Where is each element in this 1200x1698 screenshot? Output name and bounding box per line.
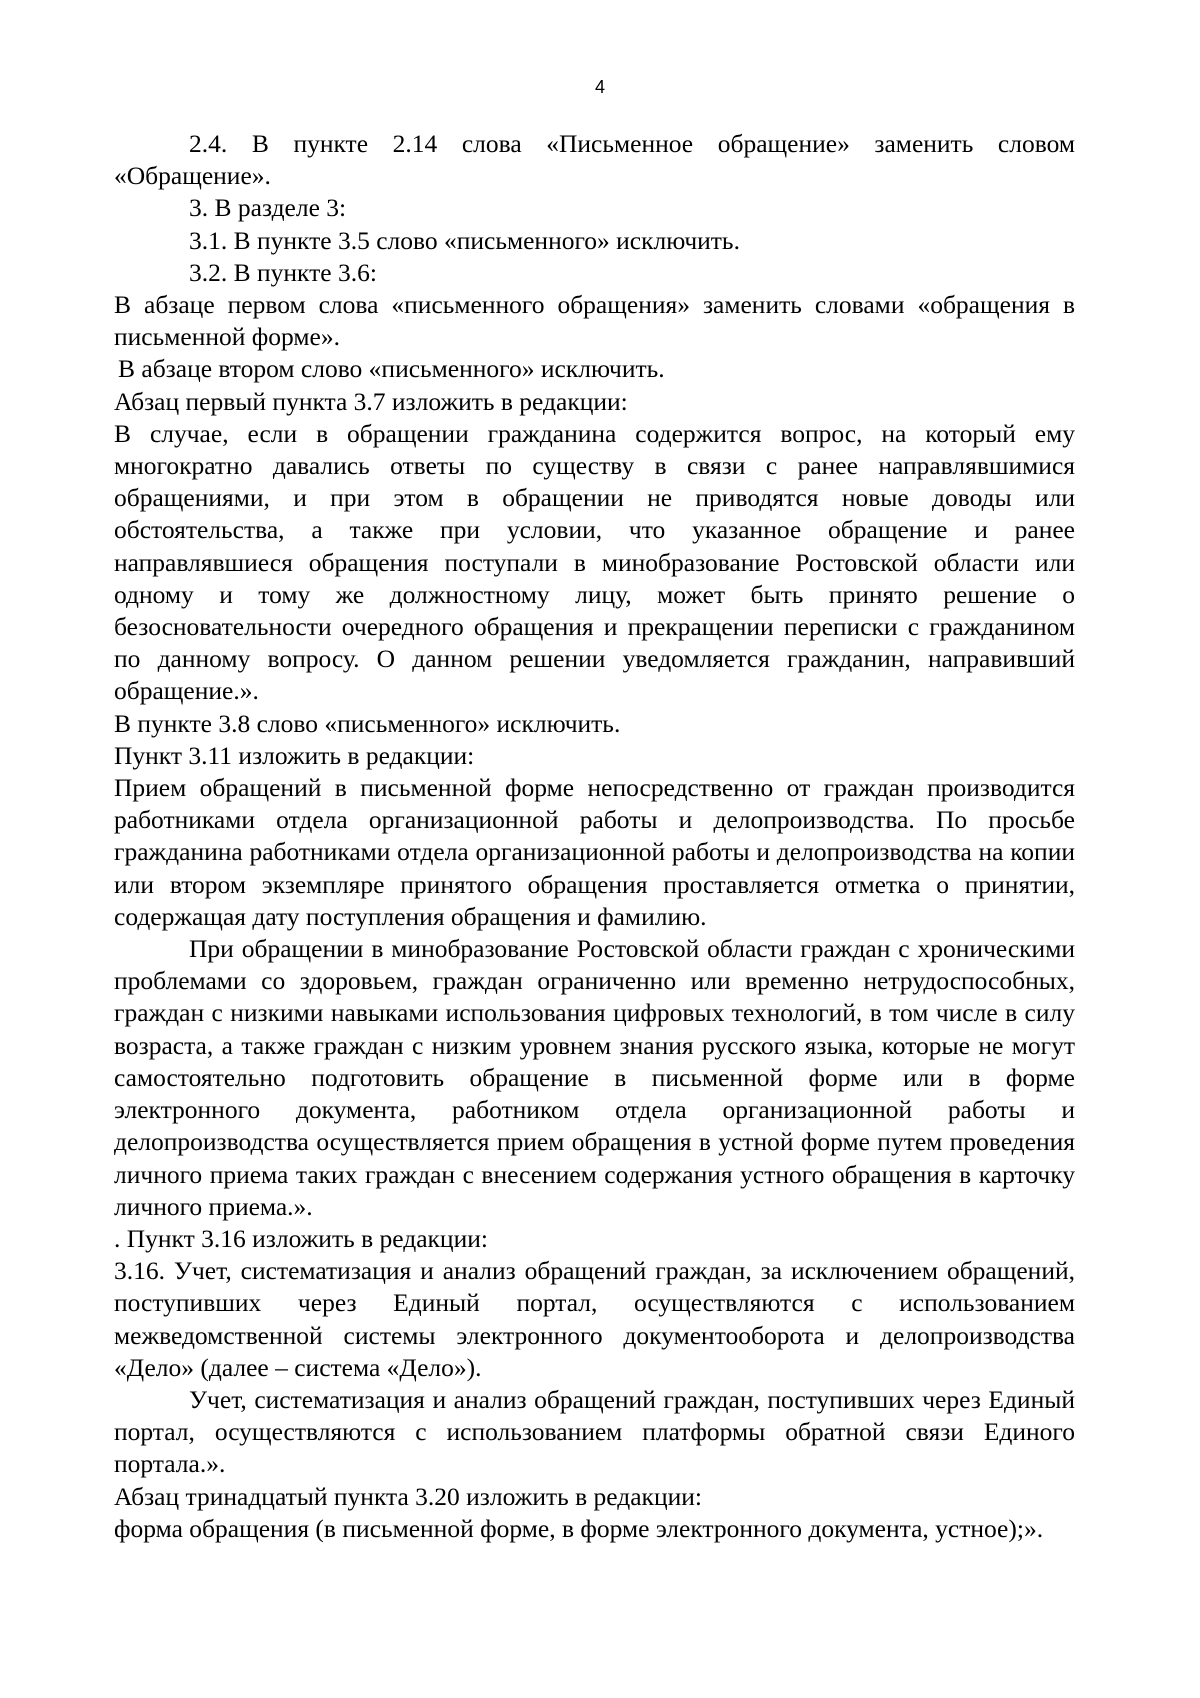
paragraph-3-8: В пункте 3.8 слово «письменного» исключить. xyxy=(114,708,621,738)
paragraph-3-7-heading: Абзац первый пункта 3.7 изложить в редакции: xyxy=(114,386,628,416)
paragraph-3-16-second: Учет, систематизация и анализ обращений граждан, поступивших через Единый портал, осуществляются с использованием платформы обратной связи Единого портала.». xyxy=(114,1384,1075,1479)
paragraph-3-11-heading: Пункт 3.11 изложить в редакции: xyxy=(114,740,475,770)
paragraph-abzac-second: В абзаце втором слово «письменного» исключить. xyxy=(118,354,665,384)
paragraph-3-1: 3.1. В пункте 3.5 слово «письменного» исключить. xyxy=(189,225,740,255)
paragraph-3-2: 3.2. В пункте 3.6: xyxy=(189,257,377,287)
paragraph-3-16-heading: . Пункт 3.16 изложить в редакции: xyxy=(114,1223,488,1253)
paragraph-2-4: 2.4. В пункте 2.14 слова «Письменное обращение» заменить словом «Обращение». xyxy=(114,129,1075,191)
paragraph-3-7-text: В случае, если в обращении гражданина содержится вопрос, на который ему многократно давались ответы по существу в связи с ранее направлявшимися обращениями, и при этом в обращении не приводятся новые доводы или обстоятельства, а также при условии, что указанное обращение и ранее направлявшиеся обращения поступали в минобразование Ростовской области или одному и тому же должностному лицу, может быть принято решение о безосновательности очередного обращения и прекращении переписки с гражданином по данному вопросу. О данном решении уведомляется гражданин, направивший обращение.». xyxy=(114,418,1075,706)
paragraph-3-11-text: Прием обращений в письменной форме непосредственно от граждан производится работниками отдела организационной работы и делопроизводства. По просьбе гражданина работниками отдела организационной работы и делопроизводства на копии или втором экземпляре принятого обращения проставляется отметка о принятии, содержащая дату поступления обращения и фамилию. xyxy=(114,773,1075,931)
document-body xyxy=(114,128,1075,1545)
paragraph-section-3: 3. В разделе 3: xyxy=(189,193,347,223)
paragraph-3-20-heading: Абзац тринадцатый пункта 3.20 изложить в редакции: xyxy=(114,1481,702,1511)
page-number: 4 xyxy=(594,77,605,97)
paragraph-3-16-text: 3.16. Учет, систематизация и анализ обращений граждан, за исключением обращений, поступивших через Единый портал, осуществляются с использованием межведомственной системы электронного документооборота и делопроизводства «Дело» (далее – система «Дело»). xyxy=(114,1256,1075,1382)
paragraph-abzac-first: В абзаце первом слова «письменного обращения» заменить словами «обращения в письменной форме». xyxy=(114,290,1075,352)
paragraph-3-11-second: При обращении в минобразование Ростовской области граждан с хроническими проблемами со здоровьем, граждан ограниченно или временно нетрудоспособных, граждан с низкими навыками использования цифровых технологий, в том числе в силу возраста, а также граждан с низким уровнем знания русского языка, которые не могут самостоятельно подготовить обращение в письменной форме или в форме электронного документа, работником отдела организационной работы и делопроизводства осуществляется прием обращения в устной форме путем проведения личного приема таких граждан с внесением содержания устного обращения в карточку личного приема.». xyxy=(114,934,1075,1221)
paragraph-3-20-text: форма обращения (в письменной форме, в форме электронного документа, устное);». xyxy=(114,1513,1044,1543)
